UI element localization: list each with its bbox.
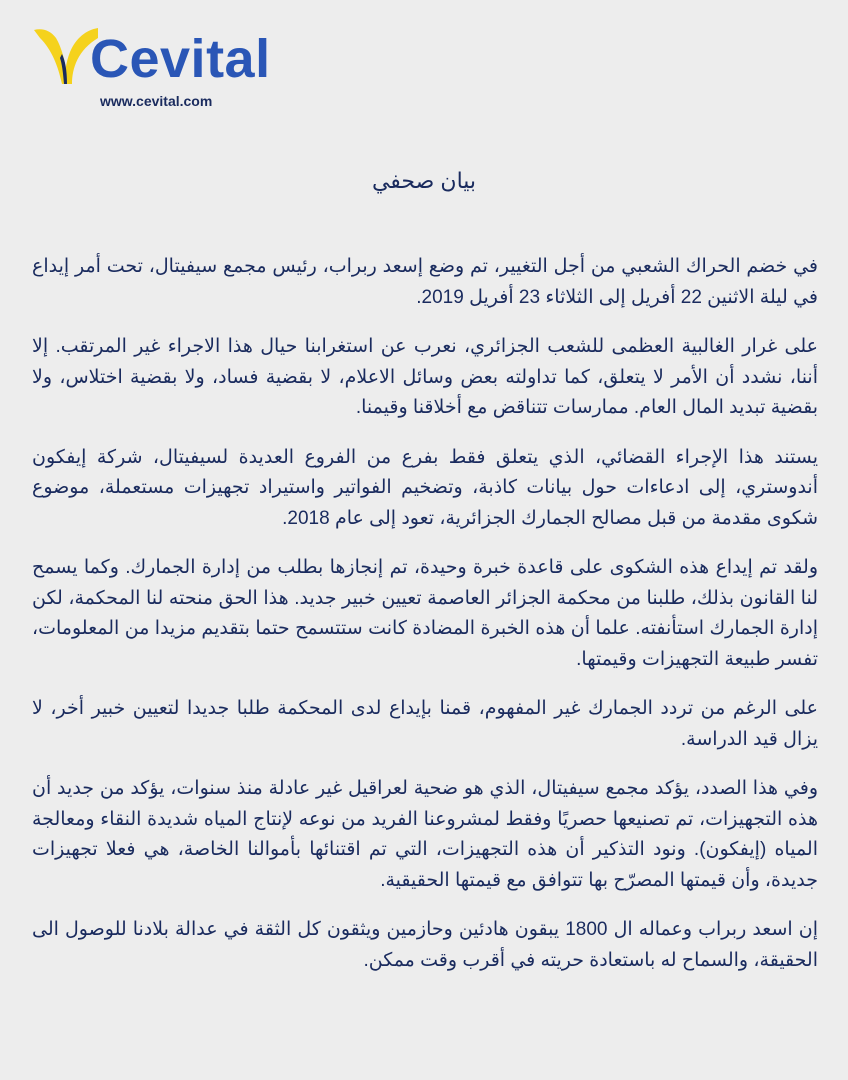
paragraph: ولقد تم إيداع هذه الشكوى على قاعدة خبرة وحيدة، تم إنجازها بطلب من إدارة الجمارك. وكما يسمح لنا القانون بذلك، طلبنا من محكمة الجزائر العاصمة تعيين خبير جديد. هذا الحق منحته لنا المحكمة، لكن إدارة الجمارك استأنفته. علما أن هذه الخبرة المضادة كانت ستتسمح حتما بتقديم مزيدا من المعلومات، تفسر طبيعة التجهيزات وقيمتها. [32,557,818,670]
brand-url: www.cevital.com [100,93,213,109]
document-body [32,252,818,995]
paragraph: وفي هذا الصدد، يؤكد مجمع سيفيتال، الذي هو ضحية لعراقيل غير عادلة منذ سنوات، يؤكد من جديد أن هذه التجهيزات، تم تصنيعها حصريًا وفقط لمشروعنا الفريد من نوعه لإنتاج المياه شديدة النقاء ومعالجة المياه (إيفكون). ونود التذكير أن هذه التجهيزات، التي تم اقتنائها بأموالنا الخاصة، هي فعلا تجهيزات جديدة، وأن قيمتها المصرّح بها تتوافق مع قيمتها الحقيقية. [32,778,818,891]
paragraph: على غرار الغالبية العظمى للشعب الجزائري، نعرب عن استغرابنا حيال هذا الاجراء غير المرتقب. إلا أننا، نشدد أن الأمر لا يتعلق، كما تداولته بعض وسائل الاعلام، لا بقضية فساد، ولا بقضية اختلاس، ولا بقضية تبديد المال العام. ممارسات تتناقض مع أخلاقنا وقيمنا. [32,336,818,418]
paragraph: إن اسعد ربراب وعماله ال 1800 يبقون هادئين وحازمين ويثقون كل الثقة في عدالة بلادنا للوصول الى الحقيقة، والسماح له باستعادة حريته في أقرب وقت ممكن. [32,919,818,971]
cevital-logo [30,20,290,115]
brand-name: Cevital [90,29,271,89]
document-title: بيان صحفي [371,168,477,193]
paragraph: على الرغم من تردد الجمارك غير المفهوم، قمنا بإيداع لدى المحكمة طلبا جديدا لتعيين خبير أخر، لا يزال قيد الدراسة. [32,698,818,750]
paragraph: في خضم الحراك الشعبي من أجل التغيير، تم وضع إسعد ربراب، رئيس مجمع سيفيتال، تحت أمر إيداع في ليلة الاثنين 22 أفريل إلى الثلاثاء 23 أفريل 2019. [32,256,818,308]
paragraph: يستند هذا الإجراء القضائي، الذي يتعلق فقط بفرع من الفروع العديدة لسيفيتال، شركة إيفكون أندوستري، إلى ادعاءات حول بيانات كاذبة، وتضخيم الفواتير واستيراد تجهيزات مستعملة، موضوع شكوى مقدمة من قبل مصالح الجمارك الجزائرية، تعود إلى عام 2018. [32,446,818,529]
